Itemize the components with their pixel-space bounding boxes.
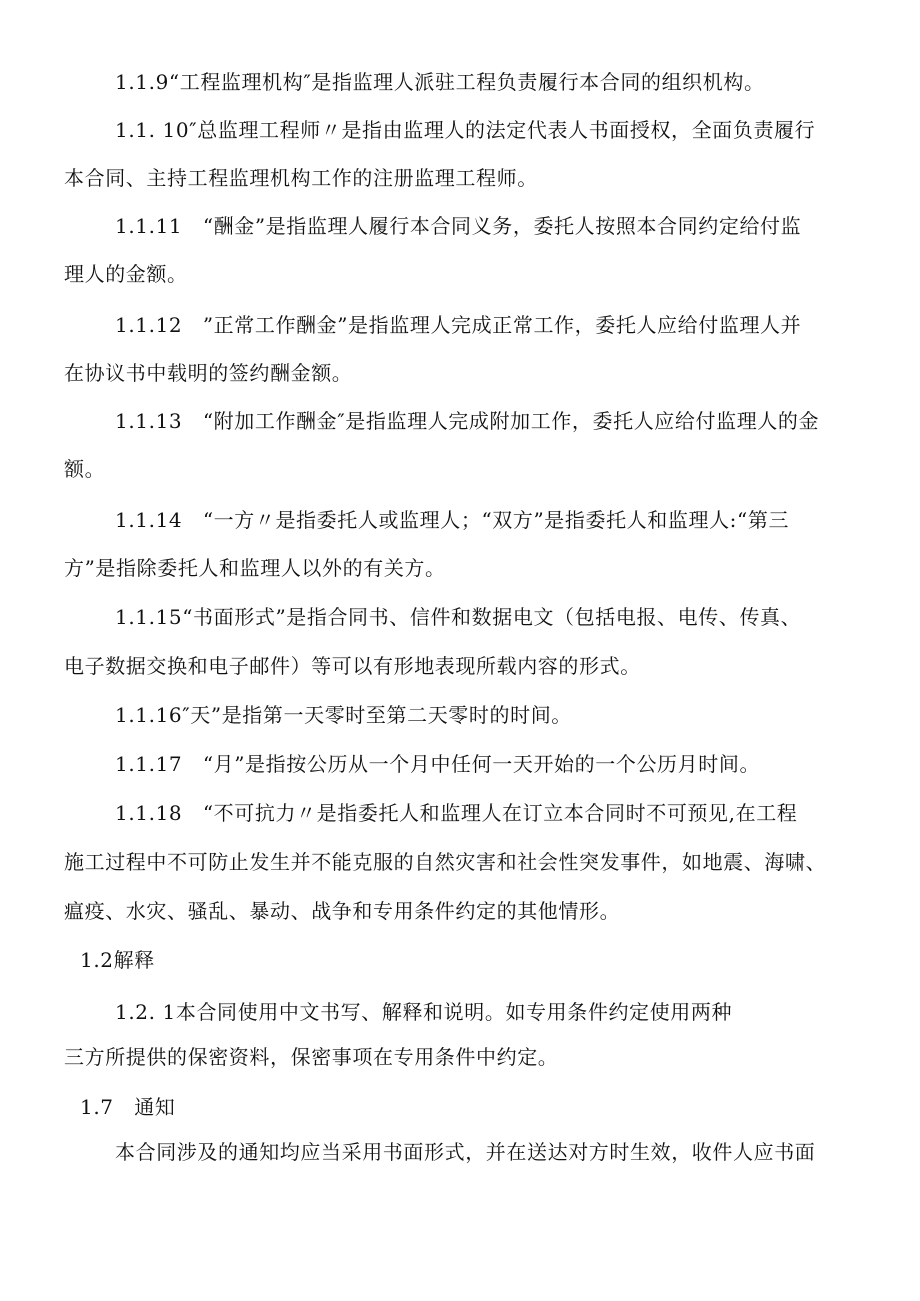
clause-1-1-11-cont: 理人的金额。 xyxy=(64,262,188,286)
clause-1-1-18-cont-2: 瘟疫、水灾、骚乱、暴动、战争和专用条件约定的其他情形。 xyxy=(64,899,621,923)
clause-1-1-15: 1.1.15“书面形式”是指合同书、信件和数据电文（包括电报、电传、传真、 xyxy=(115,605,802,629)
clause-1-2-1: 1.2. 1本合同使用中文书写、解释和说明。如专用条件约定使用两种 xyxy=(115,1000,733,1024)
clause-1-1-17: 1.1.17 “月”是指按公历从一个月中任何一天开始的一个公历月时间。 xyxy=(115,752,761,776)
clause-1-1-18: 1.1.18 “不可抗力〃是指委托人和监理人在订立本合同时不可预见,在工程 xyxy=(115,801,798,825)
section-heading-1-2: 1.2解释 xyxy=(80,948,155,972)
clause-1-1-11: 1.1.11 “酬金”是指监理人履行本合同义务，委托人按照本合同约定给付监 xyxy=(115,214,802,238)
confidentiality-line: 三方所提供的保密资料，保密事项在专用条件中约定。 xyxy=(64,1045,559,1069)
clause-1-1-10: 1.1. 10″总监理工程师〃是指由监理人的法定代表人书面授权，全面负责履行 xyxy=(115,118,816,142)
clause-1-1-13: 1.1.13 “附加工作酬金″是指监理人完成附加工作，委托人应给付监理人的金 xyxy=(115,409,820,433)
clause-1-1-15-cont: 电子数据交换和电子邮件）等可以有形地表现所载内容的形式。 xyxy=(64,654,641,678)
clause-1-1-18-cont: 施工过程中不可防止发生并不能克服的自然灾害和社会性突发事件，如地震、海啸、 xyxy=(64,850,827,874)
clause-1-1-13-cont: 额。 xyxy=(64,457,106,481)
section-heading-1-7: 1.7 通知 xyxy=(80,1095,176,1119)
notice-paragraph: 本合同涉及的通知均应当采用书面形式，并在送达对方时生效，收件人应书面 xyxy=(115,1140,816,1164)
clause-1-1-9: 1.1.9“工程监理机构″是指监理人派驻工程负责履行本合同的组织机构。 xyxy=(115,70,765,94)
clause-1-1-14: 1.1.14 “一方〃是指委托人或监理人；“双方”是指委托人和监理人:“第三 xyxy=(115,508,790,532)
clause-1-1-12: 1.1.12 ”正常工作酬金”是指监理人完成正常工作，委托人应给付监理人并 xyxy=(115,313,802,337)
clause-1-1-12-cont: 在协议书中载明的签约酬金额。 xyxy=(64,361,353,385)
clause-1-1-14-cont: 方”是指除委托人和监理人以外的有关方。 xyxy=(64,556,446,580)
clause-1-1-16: 1.1.16″天”是指第一天零时至第二天零时的时间。 xyxy=(115,703,572,727)
clause-1-1-10-cont: 本合同、主持工程监理机构工作的注册监理工程师。 xyxy=(64,166,538,190)
